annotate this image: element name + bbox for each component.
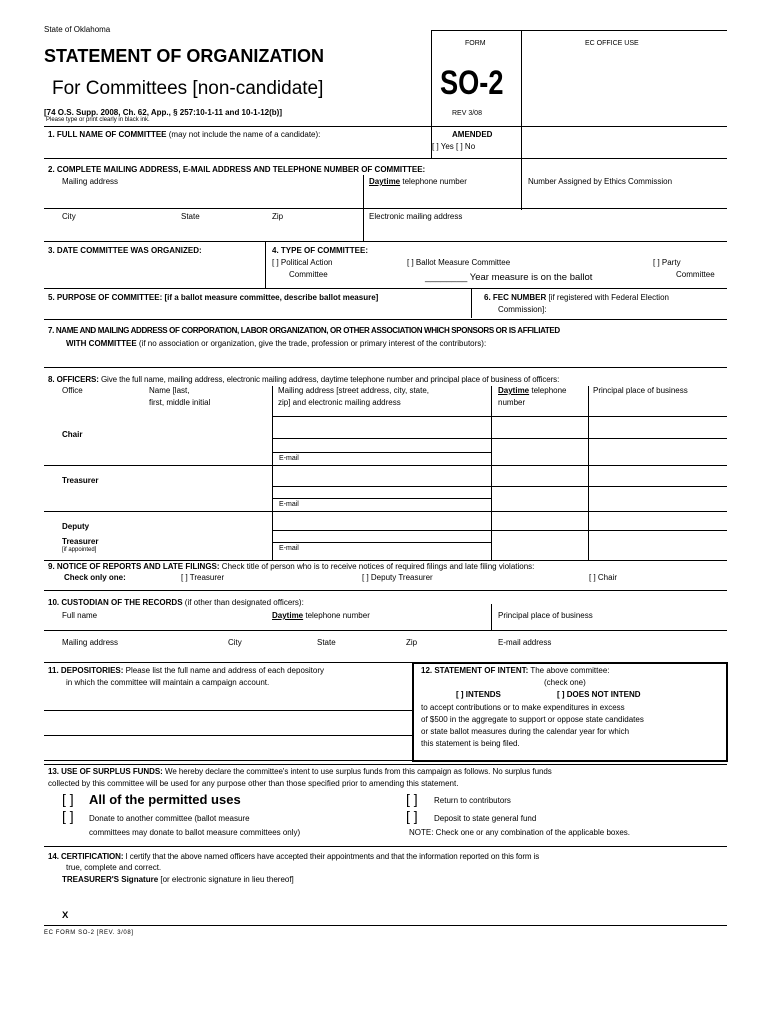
s12-line-4: this statement is being filed. (421, 739, 520, 748)
does-not-intend-checkbox[interactable]: [ ] DOES NOT INTEND (557, 690, 641, 699)
if-appointed-note: [if appointed] (62, 547, 97, 553)
deposit-fund-label: Deposit to state general fund (434, 814, 537, 823)
intends-checkbox[interactable]: [ ] INTENDS (456, 690, 501, 699)
col-name: Name [last, (149, 386, 190, 395)
pac-checkbox-label: Committee (289, 270, 328, 279)
s2-mailing-address-label: Mailing address (62, 177, 119, 186)
s6-fec-number-label: 6. FEC NUMBER [if registered with Federal Election (484, 293, 669, 302)
notice-treasurer-checkbox[interactable]: [ ] Treasurer (181, 573, 225, 582)
party-checkbox[interactable]: [ ] Party (653, 258, 681, 267)
all-uses-checkbox[interactable]: [ ] (62, 791, 74, 807)
custodian-telephone-label: Daytime telephone number (272, 611, 370, 620)
s12-line-3: or state ballot measures during the calendar year for which (421, 727, 630, 736)
col-address: Mailing address [street address, city, state, (278, 386, 430, 395)
notice-deputy-checkbox[interactable]: [ ] Deputy Treasurer (362, 573, 433, 582)
notice-chair-checkbox[interactable]: [ ] Chair (589, 573, 618, 582)
return-contributors-checkbox[interactable]: [ ] (406, 791, 418, 807)
deposit-fund-checkbox[interactable]: [ ] (406, 808, 418, 824)
col-telephone: Daytime telephone (498, 386, 567, 395)
form-title: STATEMENT OF ORGANIZATION (44, 46, 324, 66)
s12-line-1: to accept contributions or to make expenditures in excess (421, 703, 625, 712)
revision-label: REV 3/08 (452, 110, 482, 117)
donate-label-2: committees may donate to ballot measure committees only) (89, 828, 301, 837)
custodian-zip-label: Zip (406, 638, 418, 647)
officer-deputy-label: Deputy (62, 522, 90, 531)
donate-label: Donate to another committee (ballot measure (89, 814, 250, 823)
s9-notice-label: 9. NOTICE OF REPORTS AND LATE FILINGS: Check title of person who is to receive notices of required filings and late filing violations: (48, 562, 535, 571)
s1-committee-name-label: 1. FULL NAME OF COMMITTEE (may not include the name of a candidate): (48, 130, 321, 139)
s2-email-label: Electronic mailing address (369, 212, 463, 221)
s6-fec-note: Commission]: (498, 305, 547, 314)
s2-telephone-label: Daytime telephone number (369, 177, 467, 186)
chair-email-label: E-mail (279, 455, 299, 462)
custodian-state-label: State (317, 638, 336, 647)
treasurer-signature-label: TREASURER'S Signature [or electronic signature in lieu thereof] (62, 875, 294, 884)
amended-label: AMENDED (452, 130, 493, 139)
ec-office-use-label: EC OFFICE USE (585, 40, 639, 47)
s11-depositories-note: in which the committee will maintain a campaign account. (66, 678, 270, 687)
s7-sponsor-label: 7. NAME AND MAILING ADDRESS OF CORPORATION, LABOR ORGANIZATION, OR OTHER ASSOCIATION WHICH SPONSORS OR IS AFFILIATED (48, 326, 560, 335)
s10-custodian-label: 10. CUSTODIAN OF THE RECORDS (if other than designated officers): (48, 598, 304, 607)
amended-yes-no[interactable]: [ ] Yes [ ] No (432, 142, 476, 151)
custodian-name-label: Full name (62, 611, 98, 620)
col-telephone-2: number (498, 398, 526, 407)
ink-note: Please type or print clearly in black ink. (46, 117, 150, 123)
officer-chair-label: Chair (62, 430, 83, 439)
deputy-email-label: E-mail (279, 545, 299, 552)
s13-note: NOTE: Check one or any combination of the applicable boxes. (409, 828, 631, 837)
s14-certification-label: 14. CERTIFICATION: I certify that the above named officers have accepted their appointments and that the information reported on this form is (48, 852, 540, 861)
s13-surplus-note: collected by this committee will be used for any purpose other than those specified prior to amending this statement. (48, 779, 459, 788)
s13-surplus-label: 13. USE OF SURPLUS FUNDS: We hereby declare the committee's intent to use surplus funds from this campaign as follows. No surplus funds (48, 767, 552, 776)
ballot-year-field[interactable]: ________ Year measure is on the ballot (425, 272, 593, 283)
col-business: Principal place of business (593, 386, 688, 395)
col-address-2: zip] and electronic mailing address (278, 398, 401, 407)
s11-depositories-label: 11. DEPOSITORIES: Please list the full name and address of each depository (48, 666, 325, 675)
custodian-city-label: City (228, 638, 242, 647)
return-contributors-label: Return to contributors (434, 796, 511, 805)
s4-committee-type-label: 4. TYPE OF COMMITTEE: (272, 246, 369, 255)
s3-date-organized-label: 3. DATE COMMITTEE WAS ORGANIZED: (48, 246, 202, 255)
s7-sponsor-note: WITH COMMITTEE (if no association or organization, give the trade, profession or primary interest of the contributors): (66, 339, 487, 348)
s12-check-one: (check one) (544, 678, 586, 687)
all-uses-label: All of the permitted uses (89, 792, 241, 807)
s12-line-2: of $500 in the aggregate to support or oppose state candidates (421, 715, 644, 724)
signature-x-mark: X (62, 910, 69, 921)
officer-treasurer-label: Treasurer (62, 476, 99, 485)
officer-deputy-label-2: Treasurer (62, 537, 99, 546)
s12-intent-label: 12. STATEMENT OF INTENT: The above committee: (421, 666, 610, 675)
s2-address-label: 2. COMPLETE MAILING ADDRESS, E-MAIL ADDRESS AND TELEPHONE NUMBER OF COMMITTEE: (48, 165, 426, 174)
form-label: FORM (465, 40, 486, 47)
party-checkbox-label: Committee (676, 270, 715, 279)
form-code: SO-2 (440, 64, 504, 102)
s8-officers-label: 8. OFFICERS: Give the full name, mailing address, electronic mailing address, daytime telephone number and principal place of business of officers: (48, 375, 560, 384)
state-label: State of Oklahoma (44, 25, 111, 34)
footer-form-revision: EC FORM SO-2 [REV. 3/08] (44, 930, 134, 936)
col-name-2: first, middle initial (149, 398, 211, 407)
donate-checkbox[interactable]: [ ] (62, 808, 74, 824)
form-subtitle: For Committees [non-candidate] (52, 78, 324, 99)
col-office: Office (62, 386, 83, 395)
statute-citation: [74 O.S. Supp. 2008, Ch. 62, App., § 257:10-1-11 and 10-1-12(b)] (44, 108, 283, 117)
custodian-email-label: E-mail address (498, 638, 552, 647)
s5-purpose-label: 5. PURPOSE OF COMMITTEE: [if a ballot measure committee, describe ballot measure] (48, 293, 379, 302)
s14-certification-note: true, complete and correct. (66, 863, 162, 872)
ethics-number-label: Number Assigned by Ethics Commission (528, 177, 673, 186)
check-only-one: Check only one: (64, 573, 126, 582)
pac-checkbox[interactable]: [ ] Political Action (272, 258, 333, 267)
treasurer-email-label: E-mail (279, 501, 299, 508)
ballot-measure-checkbox[interactable]: [ ] Ballot Measure Committee (407, 258, 511, 267)
s2-zip-label: Zip (272, 212, 284, 221)
s2-city-label: City (62, 212, 76, 221)
custodian-mailing-label: Mailing address (62, 638, 119, 647)
s2-state-label: State (181, 212, 200, 221)
custodian-business-label: Principal place of business (498, 611, 593, 620)
